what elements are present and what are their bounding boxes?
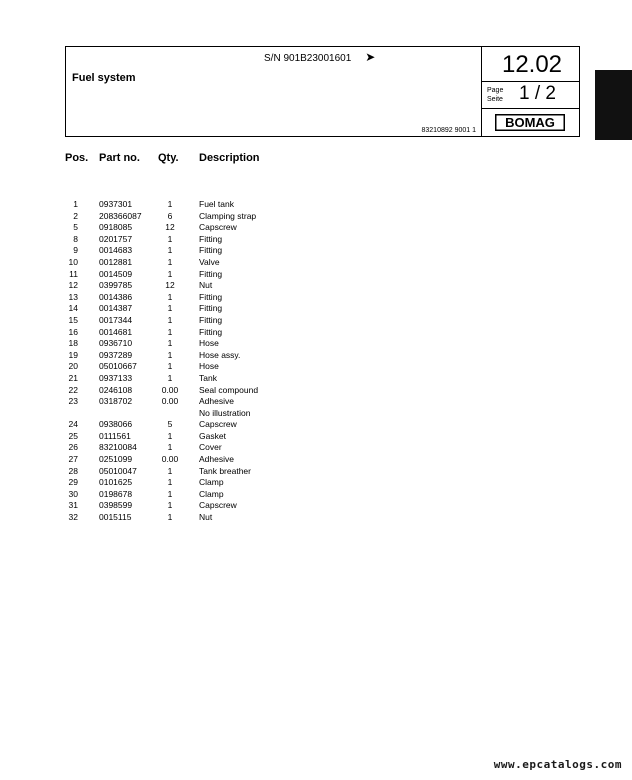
header-box xyxy=(65,46,580,137)
header-info xyxy=(66,47,482,136)
cell-pos: 22 xyxy=(68,384,78,395)
cell-description: Fitting xyxy=(199,233,223,244)
page-label-de: Seite xyxy=(487,96,503,103)
cell-pos: 9 xyxy=(73,245,78,256)
cell-description: Adhesive xyxy=(199,454,234,465)
cell-pos: 14 xyxy=(68,303,78,314)
cell-description: Fitting xyxy=(199,314,223,325)
cell-qty: 1 xyxy=(167,338,173,349)
page-indicator xyxy=(481,82,579,109)
table-row xyxy=(64,280,384,292)
table-row xyxy=(64,431,384,443)
cell-part-no: 0398599 xyxy=(99,500,133,511)
cell-description: Fitting xyxy=(199,303,223,314)
cell-description: Cover xyxy=(199,442,222,453)
cell-qty: 0.00 xyxy=(161,454,179,465)
cell-part-no: 0014387 xyxy=(99,303,133,314)
column-header-qty: Qty. xyxy=(158,152,179,164)
cell-qty: 1 xyxy=(167,199,173,209)
cell-part-no: 0936710 xyxy=(99,338,133,349)
cell-qty: 1 xyxy=(167,326,173,337)
table-row xyxy=(64,257,384,269)
table-row xyxy=(64,245,384,257)
cell-pos: 19 xyxy=(68,349,78,360)
cell-pos: 13 xyxy=(68,291,78,302)
cell-description: Capscrew xyxy=(199,500,237,511)
cell-qty: 5 xyxy=(167,419,173,430)
brand-text: BOMAG xyxy=(505,115,555,131)
cell-pos: 27 xyxy=(68,454,78,465)
cell-description: Fitting xyxy=(199,291,223,302)
table-row xyxy=(64,350,384,362)
cell-part-no: 0014681 xyxy=(99,326,133,337)
table-row xyxy=(64,442,384,454)
cell-pos: 24 xyxy=(68,419,78,430)
cell-part-no: 0246108 xyxy=(99,384,133,395)
cell-description: Seal compound xyxy=(199,384,259,395)
cell-qty: 1 xyxy=(167,314,173,325)
cell-description: Clamping strap xyxy=(199,210,257,221)
serial-label: S/N 901B23001601 xyxy=(264,53,352,64)
table-row xyxy=(64,315,384,327)
cell-description: Gasket xyxy=(199,430,226,441)
table-row xyxy=(64,361,384,373)
section-tab-marker xyxy=(595,70,632,140)
cell-part-no: 0399785 xyxy=(99,280,133,291)
parts-list xyxy=(64,199,384,524)
table-row xyxy=(64,385,384,397)
cell-description: No illustration xyxy=(199,407,251,418)
cell-description: Tank xyxy=(199,372,217,383)
arrow-right-icon: ➤ xyxy=(365,50,376,64)
table-row xyxy=(64,500,384,512)
cell-qty: 0.00 xyxy=(161,384,179,395)
cell-part-no: 0937301 xyxy=(99,199,133,209)
cell-pos: 26 xyxy=(68,442,78,453)
section-number: 12.02 xyxy=(481,47,579,82)
table-row xyxy=(64,211,384,223)
cell-part-no: 0012881 xyxy=(99,256,133,267)
cell-pos: 1 xyxy=(73,199,78,209)
cell-pos: 31 xyxy=(68,500,78,511)
cell-qty: 1 xyxy=(167,500,173,511)
cell-qty: 1 xyxy=(167,477,173,488)
page-label xyxy=(487,86,503,104)
cell-pos: 12 xyxy=(68,280,78,291)
cell-qty: 1 xyxy=(167,268,173,279)
cell-pos: 5 xyxy=(73,222,78,233)
cell-qty: 1 xyxy=(167,361,173,372)
cell-description: Hose assy. xyxy=(199,349,241,360)
cell-description: Valve xyxy=(199,256,220,267)
table-row xyxy=(64,292,384,304)
cell-description: Fitting xyxy=(199,326,223,337)
cell-part-no: 0017344 xyxy=(99,314,133,325)
bomag-logo xyxy=(495,114,565,131)
table-row xyxy=(64,269,384,281)
cell-description: Capscrew xyxy=(199,419,237,430)
cell-part-no: 0318702 xyxy=(99,396,133,407)
cell-part-no: 0937289 xyxy=(99,349,133,360)
table-row xyxy=(64,373,384,385)
cell-qty: 1 xyxy=(167,372,173,383)
cell-description: Adhesive xyxy=(199,396,234,407)
table-row xyxy=(64,338,384,350)
cell-qty: 1 xyxy=(167,488,173,499)
page-label-en: Page xyxy=(487,87,504,94)
table-row xyxy=(64,512,384,524)
cell-part-no: 0111561 xyxy=(99,430,131,441)
cell-pos: 29 xyxy=(68,477,78,488)
cell-description: Fitting xyxy=(199,245,223,256)
cell-part-no: 0014386 xyxy=(99,291,133,302)
cell-description: Fuel tank xyxy=(199,199,234,209)
cell-qty: 1 xyxy=(167,291,173,302)
cell-qty: 1 xyxy=(167,303,173,314)
cell-part-no: 05010047 xyxy=(99,465,137,476)
watermark: www.epcatalogs.com xyxy=(493,758,622,771)
cell-qty: 12 xyxy=(165,280,175,291)
cell-qty: 1 xyxy=(167,233,173,244)
table-row xyxy=(64,454,384,466)
cell-part-no: 0201757 xyxy=(99,233,133,244)
table-row xyxy=(64,234,384,246)
serial-number xyxy=(264,50,375,64)
cell-qty: 0.00 xyxy=(161,396,179,407)
cell-pos: 16 xyxy=(68,326,78,337)
cell-qty: 1 xyxy=(167,512,173,523)
cell-description: Clamp xyxy=(199,477,224,488)
cell-description: Capscrew xyxy=(199,222,237,233)
cell-pos: 2 xyxy=(73,210,78,221)
column-header-pos: Pos. xyxy=(65,152,89,164)
cell-qty: 6 xyxy=(167,210,173,221)
cell-part-no: 0015115 xyxy=(99,512,132,523)
cell-qty: 12 xyxy=(165,222,175,233)
cell-qty: 1 xyxy=(167,256,173,267)
table-row xyxy=(64,303,384,315)
cell-description: Nut xyxy=(199,512,213,523)
cell-part-no: 0198678 xyxy=(99,488,133,499)
page-value: 1 / 2 xyxy=(519,83,556,104)
cell-description: Tank breather xyxy=(199,465,251,476)
cell-description: Hose xyxy=(199,338,219,349)
cell-qty: 1 xyxy=(167,245,173,256)
cell-description: Clamp xyxy=(199,488,224,499)
cell-pos: 10 xyxy=(68,256,78,267)
table-row xyxy=(64,327,384,339)
cell-pos: 8 xyxy=(73,233,78,244)
document-number: 83210892 9001 1 xyxy=(421,127,476,134)
table-row xyxy=(64,396,384,408)
header-section-panel xyxy=(481,47,579,136)
cell-description: Hose xyxy=(199,361,219,372)
cell-qty: 1 xyxy=(167,465,173,476)
cell-pos: 23 xyxy=(68,396,78,407)
cell-part-no: 208366087 xyxy=(99,210,142,221)
table-row xyxy=(64,222,384,234)
table-row xyxy=(64,199,384,211)
table-row xyxy=(64,408,384,420)
cell-description: Fitting xyxy=(199,268,223,279)
cell-part-no: 0938066 xyxy=(99,419,133,430)
cell-part-no: 0937133 xyxy=(99,372,133,383)
cell-pos: 20 xyxy=(68,361,78,372)
page-title: Fuel system xyxy=(72,72,136,84)
table-row xyxy=(64,489,384,501)
cell-description: Nut xyxy=(199,280,213,291)
cell-pos: 18 xyxy=(68,338,78,349)
cell-part-no: 0014683 xyxy=(99,245,133,256)
table-row xyxy=(64,466,384,478)
cell-part-no: 0251099 xyxy=(99,454,133,465)
cell-pos: 15 xyxy=(68,314,78,325)
cell-pos: 28 xyxy=(68,465,78,476)
cell-part-no: 0918085 xyxy=(99,222,133,233)
cell-pos: 11 xyxy=(69,268,78,279)
column-header-description: Description xyxy=(199,152,260,164)
cell-qty: 1 xyxy=(167,430,173,441)
cell-pos: 25 xyxy=(68,430,78,441)
cell-part-no: 0101625 xyxy=(99,477,133,488)
cell-pos: 32 xyxy=(68,512,78,523)
cell-pos: 21 xyxy=(68,372,78,383)
cell-part-no: 83210084 xyxy=(99,442,137,453)
cell-part-no: 05010667 xyxy=(99,361,137,372)
cell-qty: 1 xyxy=(167,349,173,360)
column-header-part-no: Part no. xyxy=(99,152,140,164)
cell-qty: 1 xyxy=(167,442,173,453)
cell-part-no: 0014509 xyxy=(99,268,133,279)
cell-pos: 30 xyxy=(68,488,78,499)
table-row xyxy=(64,477,384,489)
table-row xyxy=(64,419,384,431)
